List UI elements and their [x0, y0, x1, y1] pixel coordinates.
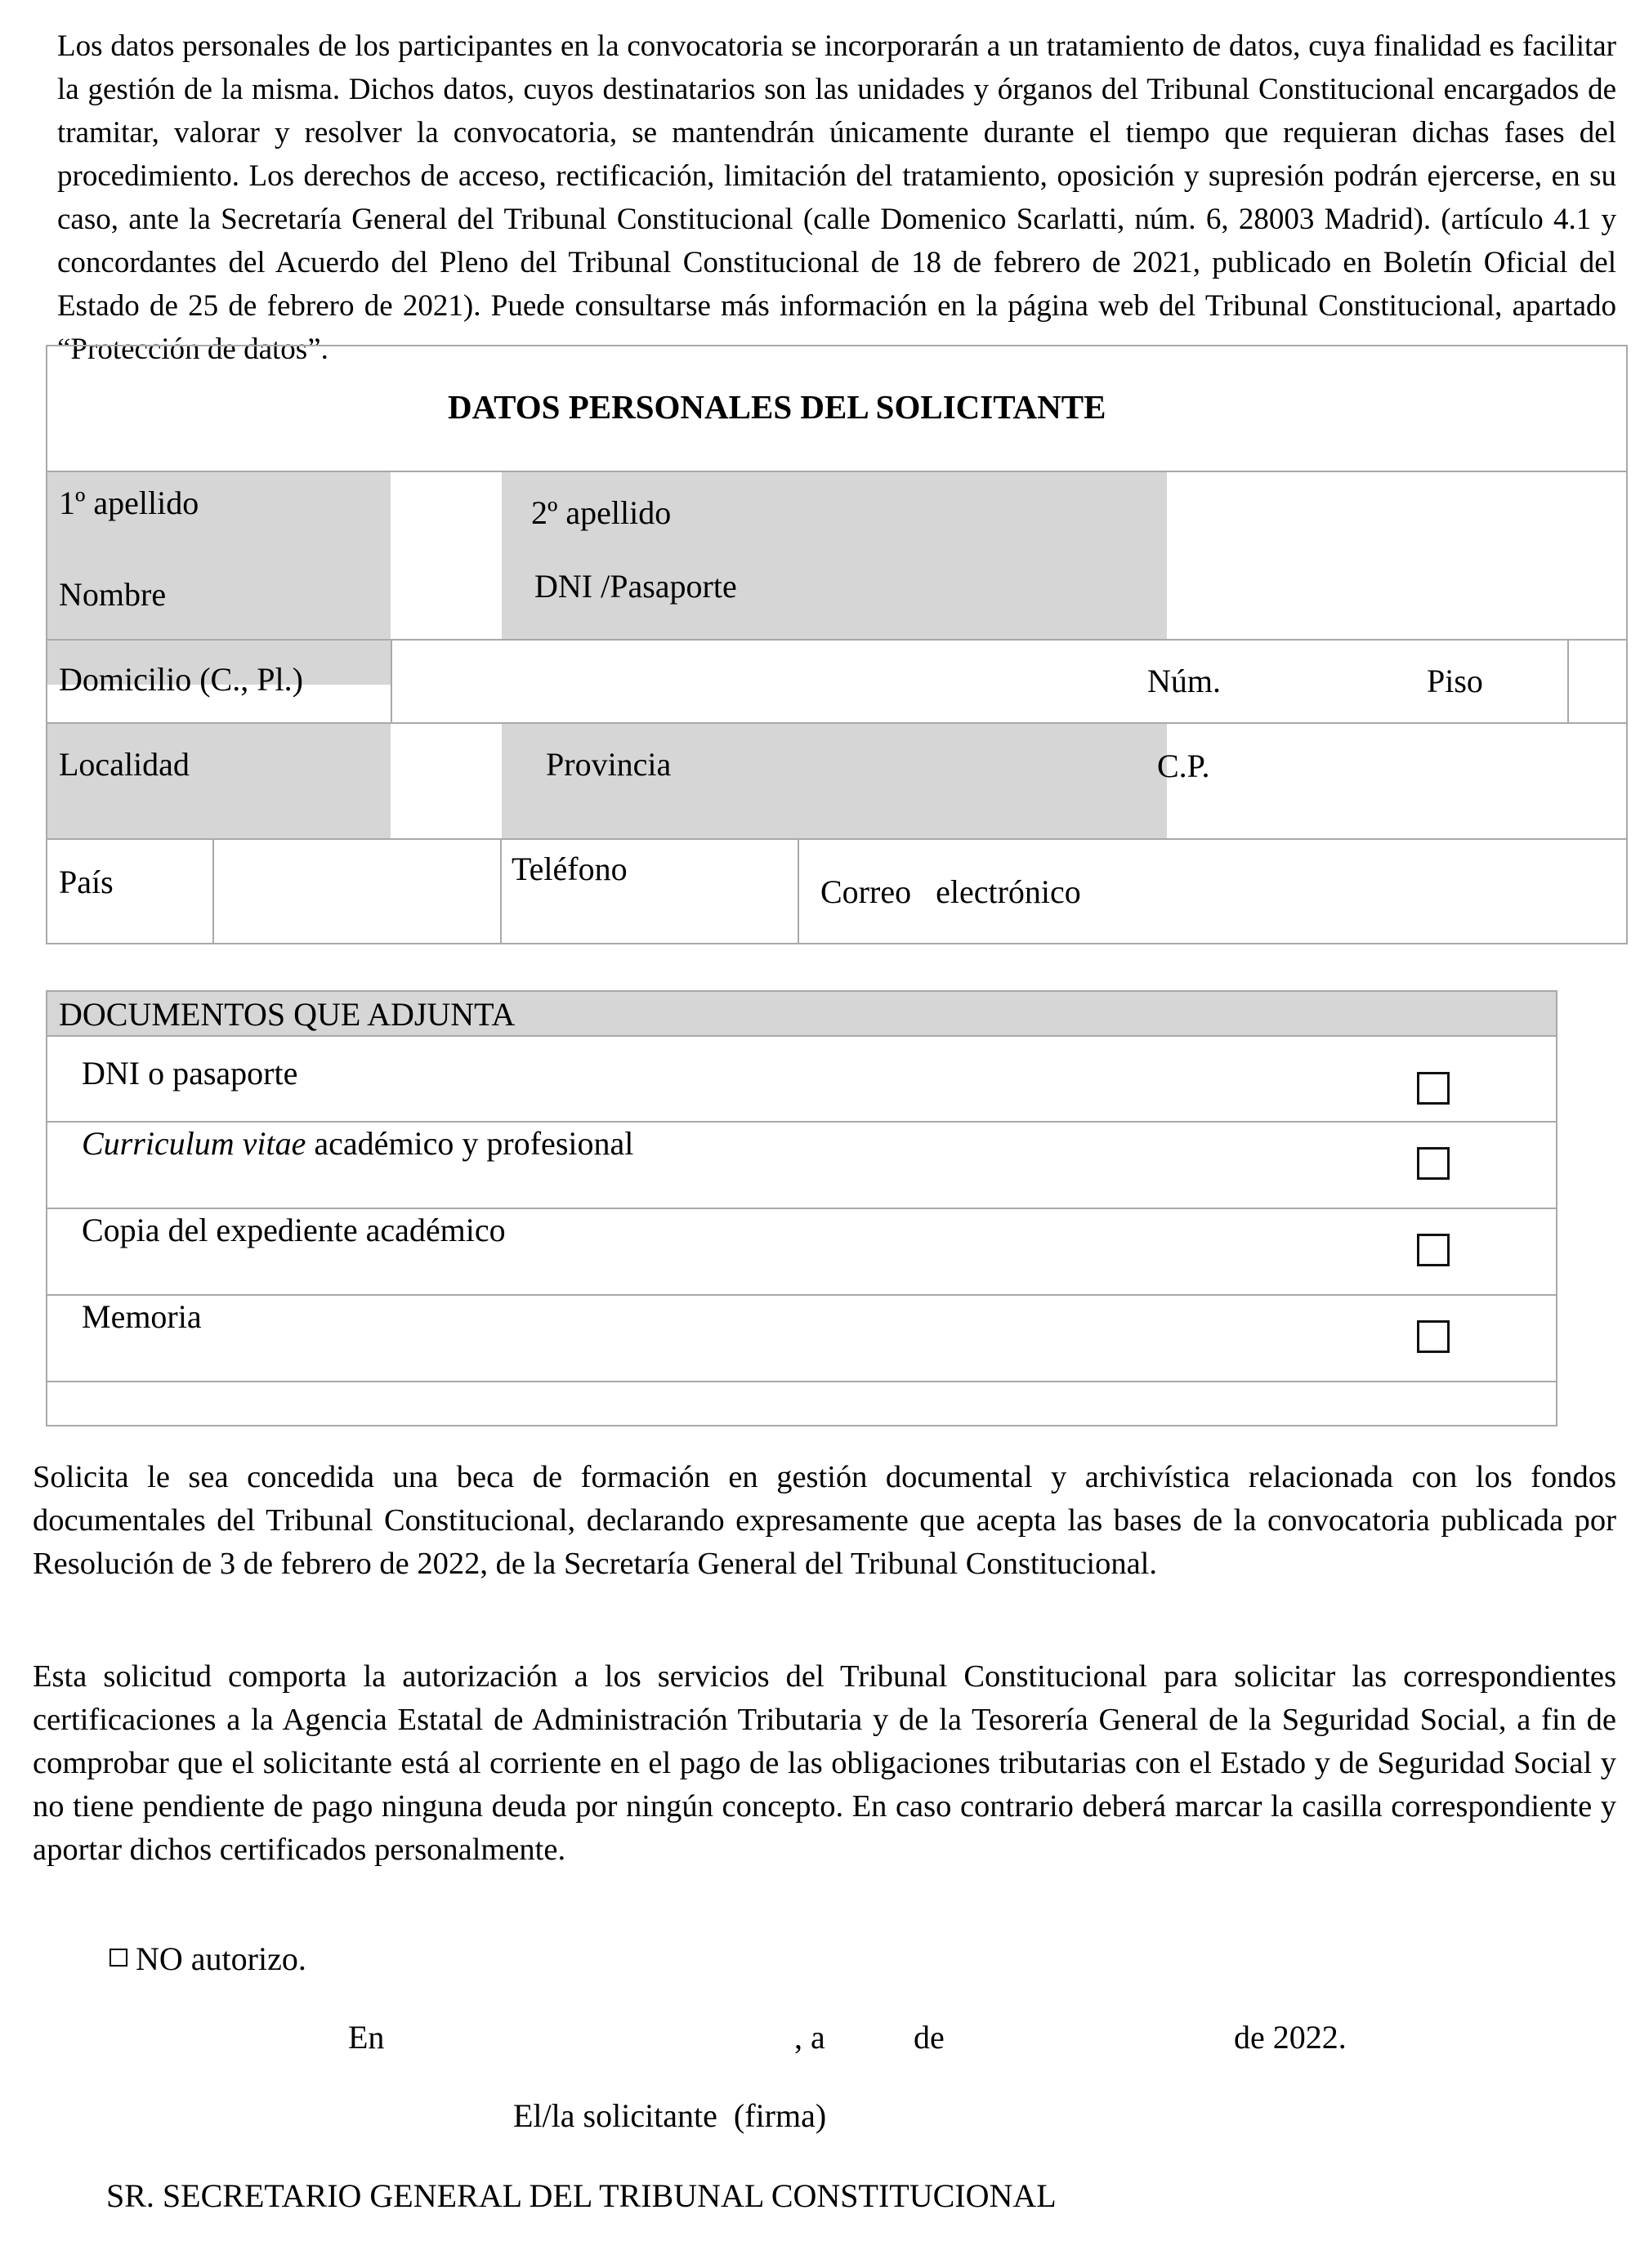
row-divider — [47, 1294, 1556, 1296]
column-divider — [798, 838, 799, 944]
province-label: Provincia — [546, 746, 672, 783]
row-divider — [47, 639, 1626, 641]
phone-label: Teléfono — [512, 850, 628, 887]
postal-code-input[interactable] — [1167, 722, 1626, 838]
postal-code-label: C.P. — [1157, 748, 1210, 784]
city-label: Localidad — [59, 746, 190, 783]
no-autorizo-option[interactable] — [109, 1940, 306, 1978]
address-label: Domicilio (C., Pl.) — [59, 661, 303, 698]
no-autorizo-label: NO autorizo. — [136, 1940, 306, 1977]
dni-checkbox[interactable] — [1417, 1072, 1450, 1105]
city-input[interactable] — [392, 722, 502, 838]
date-de-label: de — [914, 2019, 945, 2056]
document-item-dni: DNI o pasaporte — [82, 1055, 298, 1092]
memoria-checkbox[interactable] — [1417, 1320, 1450, 1353]
floor-label: Piso — [1427, 663, 1483, 699]
surname1-input[interactable] — [392, 472, 502, 554]
signature-label: El/la solicitante (firma) — [513, 2097, 827, 2134]
row-divider — [47, 1035, 1556, 1037]
personal-data-table — [46, 345, 1628, 944]
floor-input[interactable] — [1567, 639, 1626, 722]
dni-label: DNI /Pasaporte — [534, 568, 737, 605]
row-divider — [47, 1208, 1556, 1209]
column-divider — [500, 838, 502, 944]
surname2-label: 2º apellido — [531, 494, 672, 531]
row-divider — [47, 471, 1626, 472]
document-item-memoria: Memoria — [82, 1298, 202, 1335]
row-divider — [47, 1121, 1556, 1123]
row-divider — [47, 1381, 1556, 1382]
date-place-label: En — [348, 2019, 385, 2056]
country-label: País — [59, 864, 114, 900]
dni-input[interactable] — [1167, 554, 1626, 639]
addressee: SR. SECRETARIO GENERAL DEL TRIBUNAL CONSTITUCIONAL — [106, 2177, 1057, 2214]
column-divider — [1567, 639, 1569, 722]
row-divider — [47, 838, 1626, 840]
no-autorizo-checkbox[interactable] — [109, 1949, 127, 1967]
transcript-checkbox[interactable] — [1417, 1234, 1450, 1266]
date-year-label: de 2022. — [1234, 2019, 1347, 2056]
number-label: Núm. — [1147, 663, 1221, 699]
date-a-label: , a — [794, 2019, 825, 2056]
surname1-label: 1º apellido — [59, 484, 199, 521]
personal-data-title: DATOS PERSONALES DEL SOLICITANTE — [448, 388, 1106, 426]
address-input[interactable] — [392, 639, 1569, 722]
documents-title: DOCUMENTOS QUE ADJUNTA — [59, 996, 516, 1033]
cv-checkbox[interactable] — [1417, 1147, 1450, 1180]
authorization-paragraph: Esta solicitud comporta la autorización a los servicios del Tribunal Constitucional para solicitar las correspondientes certificaciones a la Agencia Estatal de Administración Tributaria y de la Tesorería General de la Seguridad Social, a fin de comprobar que el solicitante está al corriente en el pago de las obligaciones tributarias con el Estado y de Seguridad Social y no tiene pendiente de pago ninguna deuda por ningún concepto. En caso contrario deberá marcar la casilla correspondiente y aportar dichos certificados personalmente. — [33, 1659, 1616, 1867]
name-input[interactable] — [392, 554, 502, 639]
document-item-transcript: Copia del expediente académico — [82, 1212, 506, 1248]
country-input[interactable] — [214, 838, 502, 943]
name-label: Nombre — [59, 576, 167, 613]
email-label: Correo electrónico — [820, 873, 1081, 910]
surname2-input[interactable] — [1167, 472, 1626, 554]
document-item-cv: Curriculum vitae académico y profesional — [82, 1125, 634, 1162]
column-divider — [212, 838, 214, 944]
documents-table — [46, 990, 1557, 1426]
request-paragraph: Solicita le sea concedida una beca de formación en gestión documental y archivística relacionada con los fondos documentales del Tribunal Constitucional, declarando expresamente que acepta las bases de la convocatoria publicada por Resolución de 3 de febrero de 2022, de la Secretaría General del Tribunal Constitucional. — [33, 1460, 1616, 1581]
privacy-notice: Los datos personales de los participantes en la convocatoria se incorporarán a un tratamiento de datos, cuya finalidad es facilitar la gestión de la misma. Dichos datos, cuyos destinatarios son las unidades y órganos del Tribunal Constitucional encargados de tramitar, valorar y resolver la convocatoria, se mantendrán únicamente durante el tiempo que requieran dichas fases del procedimiento. Los derechos de acceso, rectificación, limitación del tratamiento, oposición y supresión podrán ejercerse, en su caso, ante la Secretaría General del Tribunal Constitucional (calle Domenico Scarlatti, núm. 6, 28003 Madrid). (artículo 4.1 y concordantes del Acuerdo del Pleno del Tribunal Constitucional de 18 de febrero de 2021, publicado en Boletín Oficial del Estado de 25 de febrero de 2021). Puede consultarse más información en la página web del Tribunal Constitucional, apartado “Protección de datos”. — [57, 29, 1616, 366]
row-divider — [47, 722, 1626, 724]
column-divider — [391, 639, 392, 722]
